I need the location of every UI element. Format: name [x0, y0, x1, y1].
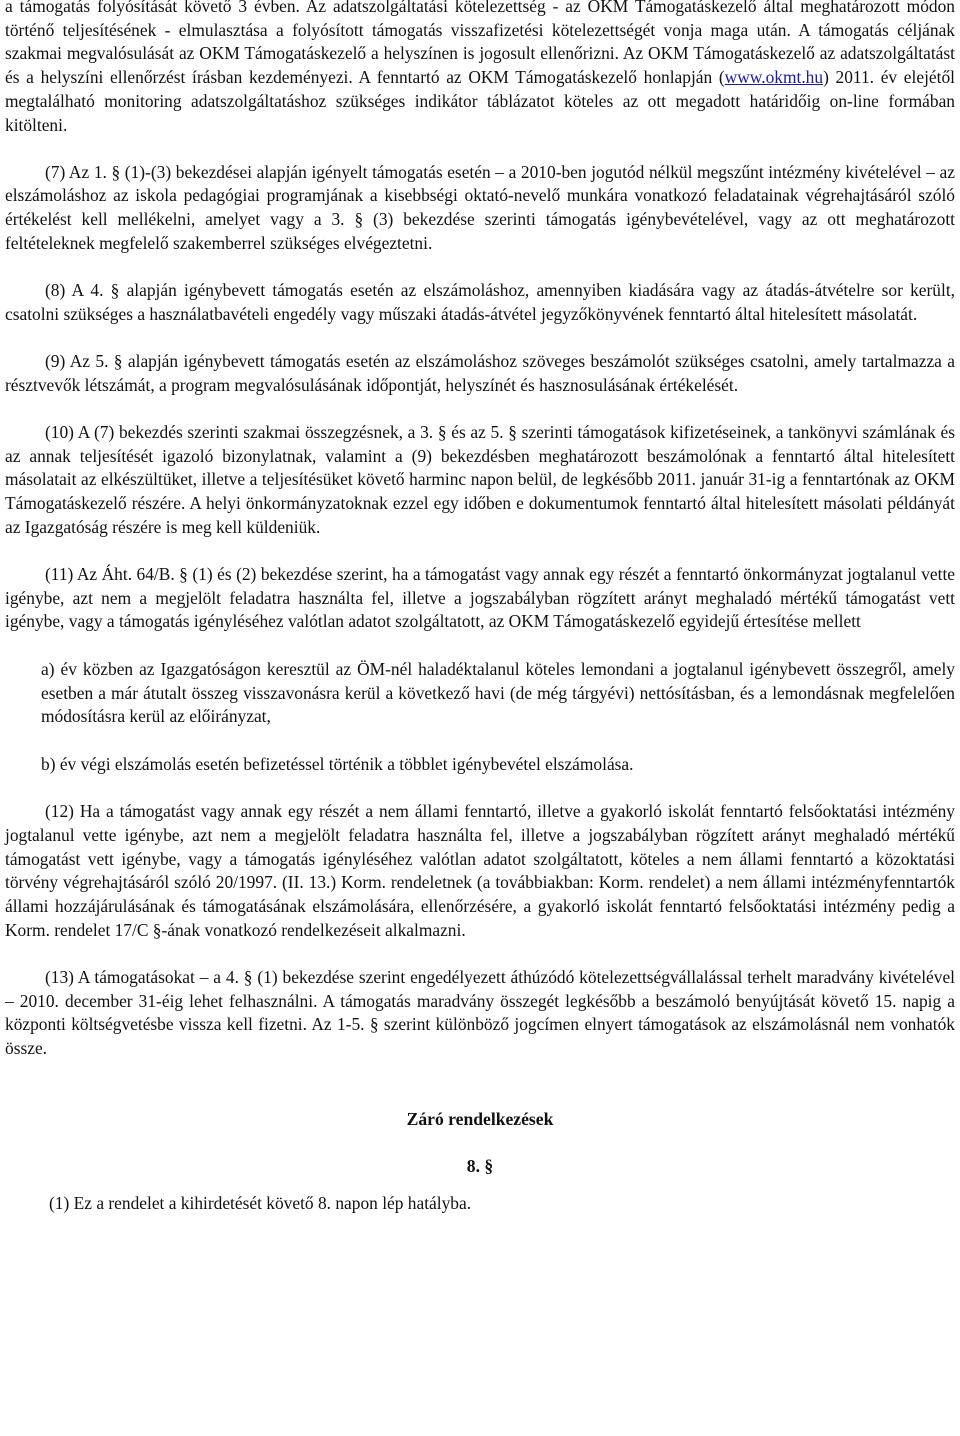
okmt-website-link[interactable]: www.okmt.hu	[724, 67, 824, 88]
paragraph-intro	[5, 0, 955, 137]
paragraph-11a: a) év közben az Igazgatóságon keresztül az ÖM-nél haladéktalanul köteles lemondani a jogtalanul igénybevett összegről, amely esetben a már átutalt összeg visszavonásra kerül a következő havi (de még tárgyévi) nettósításban, és a lemondásnak megfelelően módosításra kerül az előirányzat,	[41, 658, 955, 727]
paragraph-10: (10) A (7) bekezdés szerinti szakmai összegzésnek, a 3. § és az 5. § szerinti támogatások kifizetéseinek, a tankönyvi számlának és az annak teljesítését igazoló bizonylatnak, valamint a (9) bekezdésben meghatározott beszámolónak a fenntartó által hitelesített másolatait az elkészültüket, illetve a teljesítésüket követő harminc napon belül, de legkésőbb 2011. január 31-ig a fenntartónak az OKM Támogatáskezelő részére. A helyi önkormányzatoknak ezzel egy időben e dokumentumok fenntartó által hitelesített másolati példányát az Igazgatóság részére is meg kell küldeniük.	[5, 421, 955, 537]
paragraph-final: (1) Ez a rendelet a kihirdetését követő 8. napon lép hatályba.	[49, 1193, 472, 1214]
paragraph-8: (8) A 4. § alapján igénybevett támogatás esetén az elszámoláshoz, amennyiben kiadására vagy az átadás-átvételre sor került, csatolni szükséges a használatbavételi engedély vagy műszaki átadás-átvétel jegyzőkönyvének fenntartó által hitelesített másolatát.	[5, 280, 955, 324]
section-number: 8. §	[466, 1155, 494, 1176]
intro-text-2: ) 2011. év elejétől megtalálható monitoring adatszolgáltatáshoz szükséges indikátor táblázatot köteles az ott megadott határidőig on-line formában kitölteni.	[5, 67, 955, 135]
paragraph-11: (11) Az Áht. 64/B. § (1) és (2) bekezdése szerint, ha a támogatást vagy annak egy részét a fenntartó önkormányzat jogtalanul vette igénybe, azt nem a megjelölt feladatra használta fel, illetve a jogszabályban rögzített arányt meghaladó mértékű támogatást vett igénybe, vagy a támogatás igényléséhez valótlan adatot szolgáltatott, az OKM Támogatáskezelő egyidejű értesítése mellett	[5, 563, 955, 632]
document-page	[5, 0, 955, 1216]
paragraph-13: (13) A támogatásokat – a 4. § (1) bekezdése szerint engedélyezett áthúzódó kötelezettségvállalással terhelt maradvány kivételével – 2010. december 31-éig lehet felhasználni. A támogatás maradvány összegét legkésőbb a beszámoló benyújtását követő 15. napig a központi költségvetésbe vissza kell fizetni. Az 1-5. § szerint különböző jogcímen elnyert támogatások az elszámolásnál nem vonhatók össze.	[5, 967, 955, 1059]
paragraph-9: (9) Az 5. § alapján igénybevett támogatás esetén az elszámoláshoz szöveges beszámolót szükséges csatolni, amely tartalmazza a résztvevők létszámát, a program megvalósulásának időpontját, helyszínét és hasznosulásának értékelését.	[5, 350, 955, 395]
paragraph-7: (7) Az 1. § (1)-(3) bekezdései alapján igényelt támogatás esetén – a 2010-ben jogutód nélkül megszűnt intézmény kivételével – az elszámoláshoz az iskola pedagógiai programjának a kisebbségi oktató-nevelő munkára vonatkozó feladatainak végrehajtásáról szóló értékelést kell mellékelni, amelyet vagy a 3. § (3) bekezdése szerinti támogatás igénybevételével, vagy az ott meghatározott feltételeknek megfelelő szakemberrel szükséges elvégeztetni.	[5, 161, 955, 253]
section-title: Záró rendelkezések	[406, 1108, 554, 1129]
paragraph-12: (12) Ha a támogatást vagy annak egy részét a nem állami fenntartó, illetve a gyakorló iskolát fenntartó felsőoktatási intézmény jogtalanul vette igénybe, azt nem a megjelölt feladatra használta fel, illetve a jogszabályban rögzített arányt meghaladó mértékű támogatást vett igénybe, vagy a támogatás igényléséhez valótlan adatot szolgáltatott, köteles a nem állami fenntartó a közoktatási törvény végrehajtásáról szóló 20/1997. (II. 13.) Korm. rendeletnek (a továbbiakban: Korm. rendelet) a nem állami intézményfenntartók állami hozzájárulásának és támogatásának elszámolására, ellenőrzésére, a gyakorló iskolát fenntartó felsőoktatási intézmény pedig a Korm. rendelet 17/C §-ának vonatkozó rendelkezéseit alkalmazni.	[5, 801, 955, 940]
paragraph-11b: b) év végi elszámolás esetén befizetéssel történik a többlet igénybevétel elszámolása.	[41, 754, 634, 775]
intro-text-1: a támogatás folyósítását követő 3 évben. Az adatszolgáltatási kötelezettség - az OKM Támogatáskezelő által meghatározott módon történő teljesítésének - elmulasztása a folyósított támogatás visszafizetési kötelezettségét vonja maga után. A támogatás céljának szakmai megvalósulását az OKM Támogatáskezelő a helyszínen is jogosult ellenőrizni. Az OKM Támogatáskezelő az adatszolgáltatást és a helyszíni ellenőrzést írásban kezdeményezi. A fenntartó az OKM Támogatáskezelő honlapján (	[5, 0, 955, 88]
